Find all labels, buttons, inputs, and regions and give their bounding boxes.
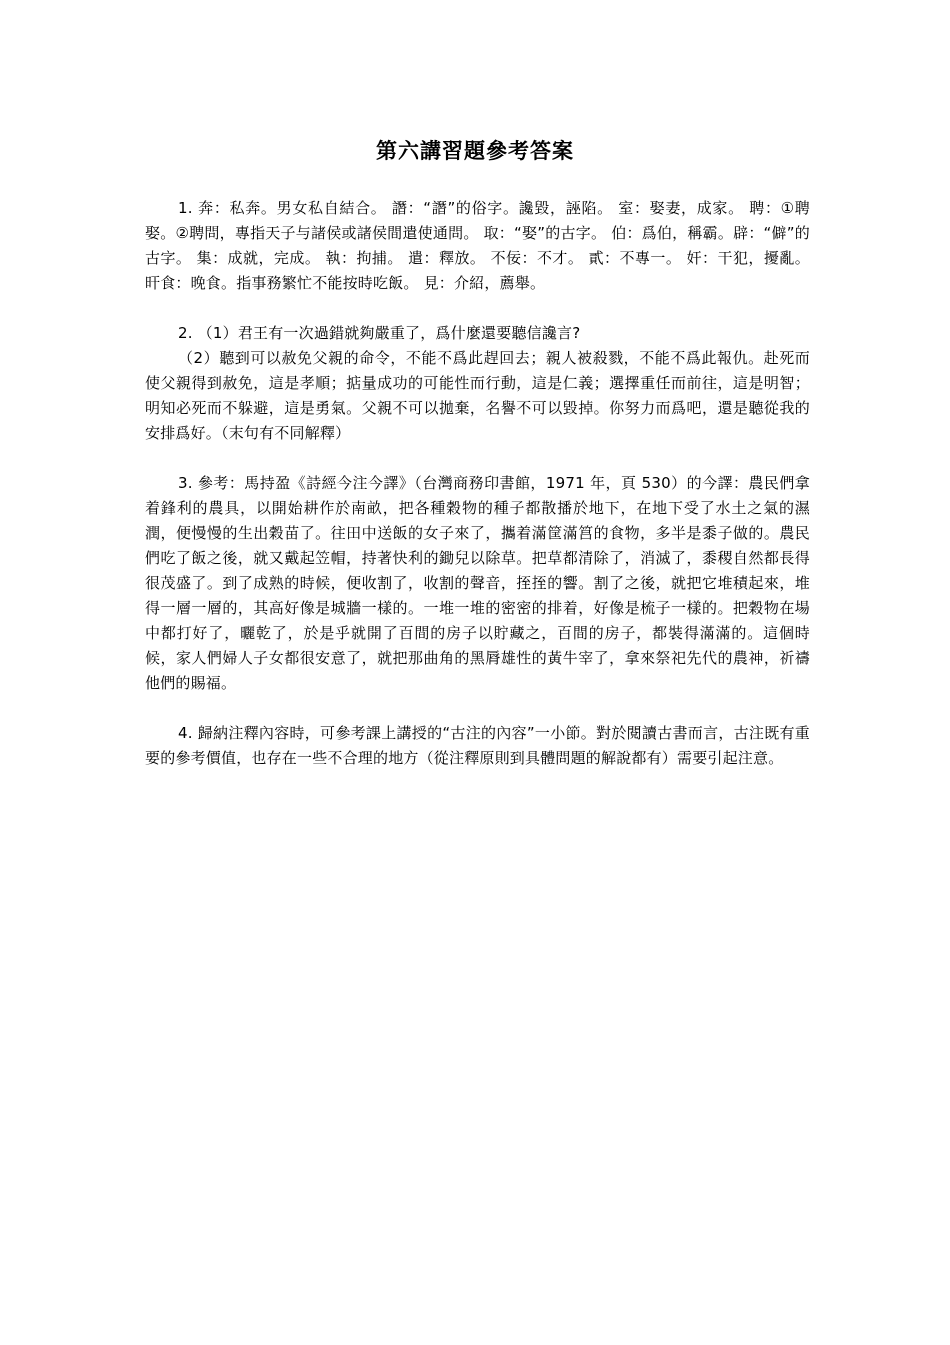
document-body [145,196,810,771]
answer-2-part-1: 2. （1）君王有一次過錯就夠嚴重了，爲什麼還要聽信讒言? [178,324,581,342]
answer-3: 3. 參考：馬持盈《詩經今注今譯》（台灣商務印書館，1971 年，頁 530）的今譯：農民們拿着鋒利的農具，以開始耕作於南畝，把各種穀物的種子都散播於地下，在地下受了水土之氣的濕潤，便慢慢的生出穀苗了。往田中送飯的女子來了，攜着滿筐滿筥的食物，多半是黍子做的。農民們吃了飯之後，就又戴起笠帽，持著快利的鋤兒以除草。把草都清除了，消滅了，黍稷自然都長得很茂盛了。到了成熟的時候，便收割了，收割的聲音，挃挃的響。割了之後，就把它堆積起來，堆得一層一層的，其高好像是城牆一樣的。一堆一堆的密密的排着，好像是梳子一樣的。把穀物在場中都打好了，曬乾了，於是乎就開了百間的房子以貯藏之，百間的房子，都裝得滿滿的。這個時候，家人們婦人子女都很安意了，就把那曲角的黑脣雄性的黃牛宰了，拿來祭祀先代的農神，祈禱他們的賜福。 [145,474,810,692]
answer-2-part-2: （2）聽到可以赦免父親的命令，不能不爲此趕回去；親人被殺戮，不能不爲此報仇。赴死而使父親得到赦免，這是孝順；掂量成功的可能性而行動，這是仁義；選擇重任而前往，這是明智；明知必死而不躲避，這是勇氣。父親不可以拋棄，名譽不可以毀掉。你努力而爲吧，還是聽從我的安排爲好。（末句有不同解釋） [145,349,810,442]
document-title: 第六講習題參考答案 [376,139,574,163]
answer-1: 1. 奔：私奔。男女私自結合。 譖：“譖”的俗字。讒毀，誣陷。 室：娶妻，成家。 聘：①聘娶。②聘問，專指天子与諸侯或諸侯間遣使通問。 取：“娶”的古字。 伯：爲伯，稱霸。辟：“僻”的古字。 集：成就，完成。 執：拘捕。 遣：釋放。 不佞：不才。 貳：不專一。 奸：干犯，擾亂。 旰食：晚食。指事務繁忙不能按時吃飯。 見：介紹，薦舉。 [145,199,810,292]
answer-4: 4. 歸納注釋內容時，可參考課上講授的“古注的內容”一小節。對於閱讀古書而言，古注既有重要的參考價值，也存在一些不合理的地方（從注釋原則到具體問題的解說都有）需要引起注意。 [145,724,810,767]
